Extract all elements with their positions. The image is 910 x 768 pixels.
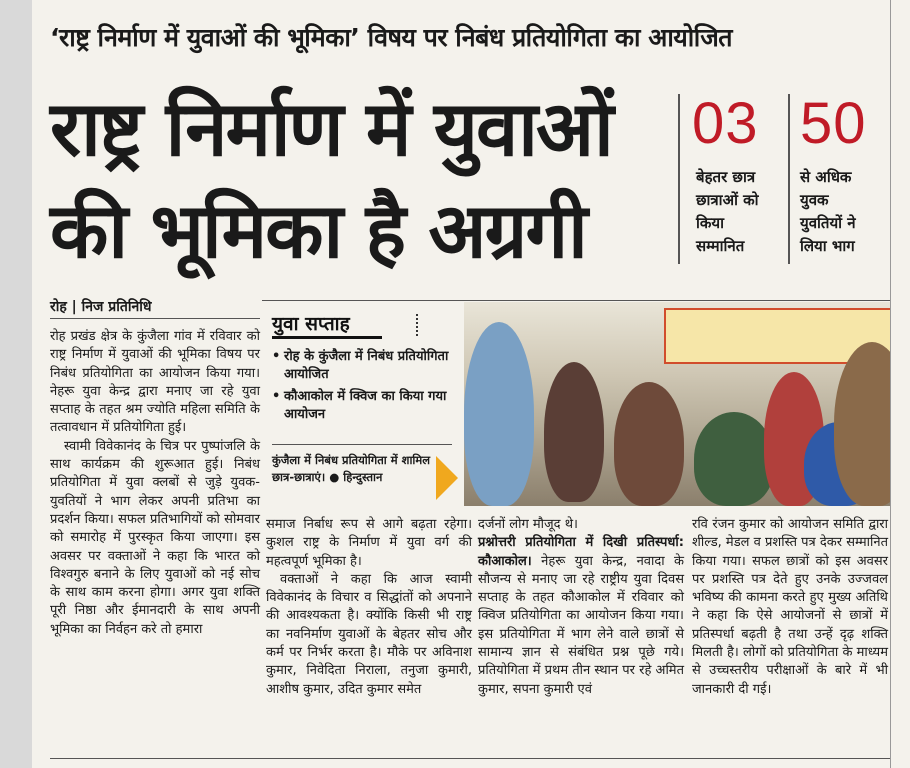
newspaper-page [32, 0, 910, 768]
photo-figure [614, 382, 684, 506]
paragraph: रवि रंजन कुमार को आयोजन समिति द्वारा शील्ड, मेडल व प्रशस्ति पत्र देकर सम्मानित किया गया। सफल छात्रों को इस अवसर पर प्रशस्ति पत्र देते हुए उनके उज्जवल भविष्य की कामना करते हुए मुख्य अतिथि ने कहा कि ऐसे आयोजनों से छात्रों में प्रतिस्पर्धा बढ़ती है तथा उन्हें दृढ़ शक्ति मिलती है। लोगों को प्रतियोगिता के माध्यम से उच्चस्तरीय परीक्षाओं के बारे में भी जानकारी दी गई। [692, 517, 889, 697]
caption-arrow-icon [436, 456, 458, 500]
article-column-3 [478, 516, 684, 699]
subheading: प्रश्नोत्तरी प्रतियोगिता में दिखी प्रतिस्पर्धा: कौआकोल। [478, 535, 684, 569]
stat-number-participants: 50 [800, 91, 867, 156]
byline: रोह | निज प्रतिनिधि [50, 299, 152, 315]
stat-label-honored: बेहतर छात्र छात्राओं को किया सम्मानित [696, 168, 759, 255]
article-column-1 [50, 328, 260, 639]
stat-label-participants: से अधिक युवक युवतियों ने लिया भाग [800, 168, 856, 255]
headline-line-1: राष्ट्र निर्माण में युवाओं [50, 84, 612, 173]
kicker-headline: ‘राष्ट्र निर्माण में युवाओं की भूमिका’ विषय पर निबंध प्रतियोगिता का आयोजित [50, 23, 733, 52]
bottom-rule [50, 758, 890, 759]
paragraph: वक्ताओं ने कहा कि आज स्वामी विवेकानंद के विचार व सिद्धांतों को अपनाने की आवश्यकता है। क्योंकि किसी भी राष्ट्र का नवनिर्माण युवाओं के बेहतर सोच और कर्म पर निर्भर करता है। मौके पर अविनाश कुमार, निवेदिता निराला, तनुजा कुमारी, आशीष कुमार, उदित कुमार समेत [266, 571, 472, 697]
photo-figure [694, 412, 774, 506]
event-photo [464, 302, 910, 506]
article-column-2 [266, 516, 472, 699]
stats-divider-middle [788, 94, 790, 264]
paragraph: प्रश्नोत्तरी प्रतियोगिता में दिखी प्रतिस्पर्धा: कौआकोल। नेहरू युवा केन्द्र, नवादा के सौजन्य से मनाए जा रहे राष्ट्रीय युवा दिवस सप्ताह के तहत कौआकोल में रविवार को क्विज प्रतियोगिता का आयोजन किया गया। इस प्रतियोगिता में भाग लेने वाले छात्रों से सामान्य ज्ञान से संबंधित प्रश्न पूछे गये। प्रतियोगिता में प्रथम तीन स्थान पर रहे अमित कुमार, सपना कुमारी एवं [478, 535, 685, 697]
article-column-4 [692, 516, 888, 699]
paragraph: दर्जनों लोग मौजूद थे। [478, 517, 578, 532]
byline-rule [50, 318, 260, 319]
bullet-item: • कौआकोल में क्विज का किया गया आयोजन [272, 388, 452, 424]
adjacent-article-strip [890, 0, 910, 768]
box-title: युवा सप्ताह [272, 313, 350, 335]
photo-top-rule [262, 300, 890, 301]
stat-number-honored: 03 [692, 91, 759, 156]
headline-line-2: की भूमिका है अग्रगी [50, 186, 586, 275]
main-headline [50, 78, 612, 282]
box-dotted-divider [416, 314, 420, 336]
youth-week-box [266, 302, 460, 506]
photo-caption: कुंजैला में निबंध प्रतियोगिता में शामिल छात्र-छात्राएं। ● हिन्दुस्तान [272, 453, 431, 484]
caption-rule [272, 444, 452, 445]
bullet-item: • रोह के कुंजैला में निबंध प्रतियोगिता आयोजित [272, 348, 452, 384]
photo-figure [464, 322, 534, 506]
photo-figure [544, 362, 604, 502]
paragraph: रोह प्रखंड क्षेत्र के कुंजैला गांव में रविवार को राष्ट्र निर्माण में युवाओं की भूमिका विषय पर निबंध प्रतियोगिता का आयोजन किया गया। नेहरू युवा केन्द्र द्वारा मनाए जा रहे युवा सप्ताह के तहत श्रम ज्योति महिला समिति के तत्वावधान में प्रतियोगिता हुई। [50, 329, 260, 436]
paragraph: स्वामी विवेकानंद के चित्र पर पुष्पांजलि के साथ कार्यक्रम की शुरूआत हुई। निबंध प्रतियोगिता में युवा क्लबों से जुड़े युवक-युवतियों ने भाग लेकर अपनी प्रतिभा का प्रदर्शन किया। सफल प्रतिभागियों को सोमवार को समारोह में पुरस्कृत किया जाएगा। इस अवसर पर वक्ताओं ने कहा कि भारत को विश्वगुरु बनाने के लिए युवाओं को नई सोच के साथ काम करना होगा। अगर युवा शक्ति पूरी निष्ठा और ईमानदारी के साथ अपनी भूमिका का निर्वहन करे तो हमारा [50, 438, 260, 637]
stats-divider-left [678, 94, 680, 264]
box-title-rule [272, 336, 382, 339]
box-bullet-list [272, 348, 452, 428]
paragraph: समाज निर्बाध रूप से आगे बढ़ता रहेगा। कुशल राष्ट्र के निर्माण में युवा वर्ग की महत्वपूर्ण भूमिका है। [266, 517, 472, 569]
